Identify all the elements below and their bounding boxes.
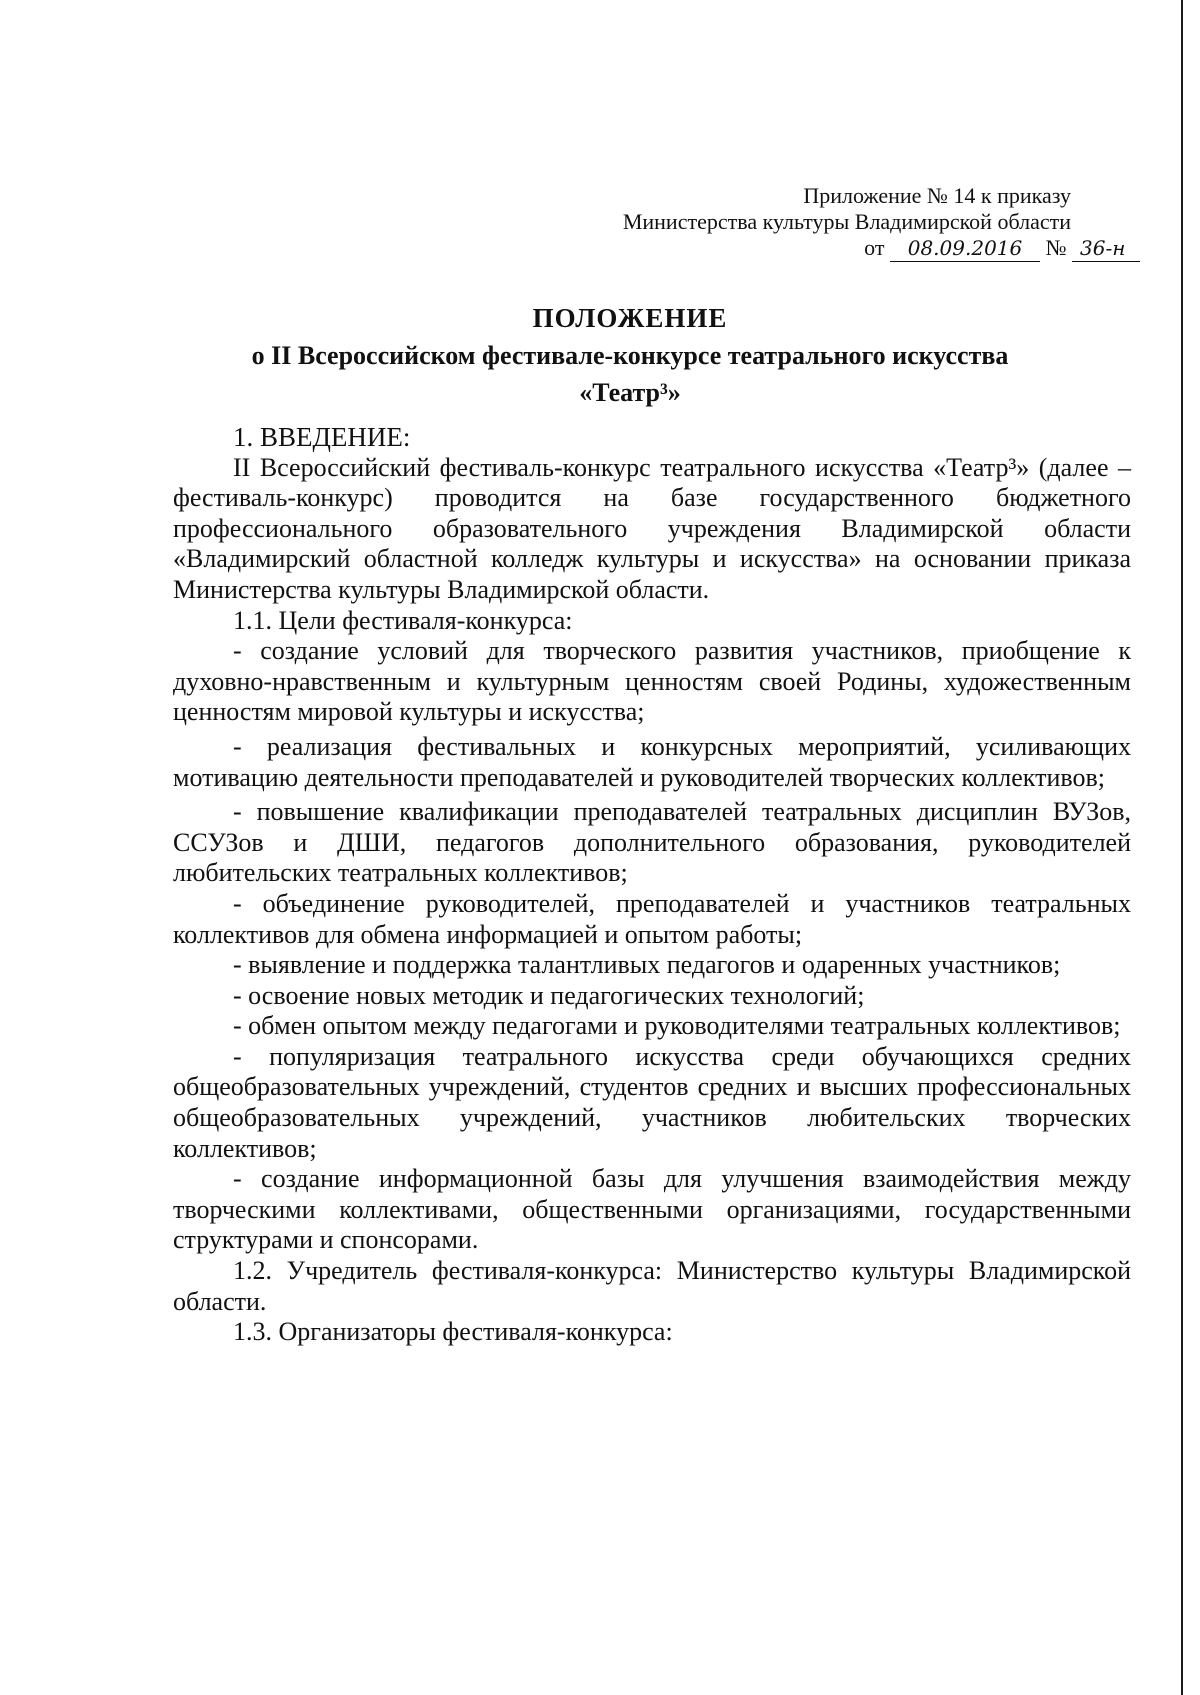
goal-item: - выявление и поддержка талантливых педагогов и одаренных участников; (233, 950, 1061, 980)
goal-item: - повышение квалификации преподавателей театральных дисциплин ВУЗов, ССУЗов и ДШИ, педагогов дополнительного образования, руководителей любительских театральных коллективов; (173, 797, 1131, 888)
title-main: ПОЛОЖЕНИЕ (532, 303, 728, 333)
goal-item: - объединение руководителей, преподавателей и участников театральных коллективов для обмена информацией и опытом работы; (173, 888, 1131, 949)
order-attachment-header (540, 183, 1140, 262)
document-title (180, 300, 1080, 411)
ministry-line: Министерства культуры Владимирской области (622, 209, 1071, 234)
goal-item: - реализация фестивальных и конкурсных мероприятий, усиливающих мотивацию деятельности преподавателей и руководителей творческих коллективов; (173, 731, 1131, 792)
handwritten-date: 08.09.2016 (890, 235, 1040, 262)
document-body (173, 422, 1131, 1348)
festival-name: «Театр³» (579, 378, 681, 407)
goals-heading: 1.1. Цели фестиваля-конкурса: (233, 605, 573, 635)
number-label: № (1045, 235, 1067, 260)
goal-item: - популяризация театрального искусства среди обучающихся средних общеобразовательных учреждений, студентов средних и высших профессиональных общеобразовательных учреждений, участников любительских творческих коллективов; (173, 1041, 1131, 1163)
date-number-line (540, 235, 1140, 262)
handwritten-number: 36-н (1072, 235, 1140, 262)
scan-edge-line (1181, 0, 1183, 1695)
attachment-line: Приложение № 14 к приказу (803, 183, 1071, 208)
from-label: от (864, 235, 885, 260)
organizers-heading: 1.3. Организаторы фестиваля-конкурса: (233, 1317, 673, 1347)
goal-item: - создание условий для творческого развития участников, приобщение к духовно-нравственным и культурным ценностям своей Родины, художественным ценностям мировой культуры и искусства; (173, 636, 1131, 727)
goal-item: - создание информационной базы для улучшения взаимодействия между творческими коллективами, общественными организациями, государственными структурами и спонсорами. (173, 1164, 1131, 1255)
intro-paragraph: II Всероссийский фестиваль-конкурс театрального искусства «Театр³» (далее – фестиваль-конкурс) проводится на базе государственного бюджетного профессионального образовательного учреждения Владимирской области «Владимирский областной колледж культуры и искусства» на основании приказа Министерства культуры Владимирской области. (173, 452, 1131, 604)
goal-item: - освоение новых методик и педагогических технологий; (233, 980, 865, 1010)
goal-item: - обмен опытом между педагогами и руководителями театральных коллективов; (233, 1011, 1121, 1041)
founder-paragraph: 1.2. Учредитель фестиваля-конкурса: Министерство культуры Владимирской области. (173, 1256, 1131, 1316)
section-heading: 1. ВВЕДЕНИЕ: (233, 422, 411, 452)
title-subtitle: о II Всероссийском фестивале-конкурсе театрального искусства (251, 341, 1009, 370)
